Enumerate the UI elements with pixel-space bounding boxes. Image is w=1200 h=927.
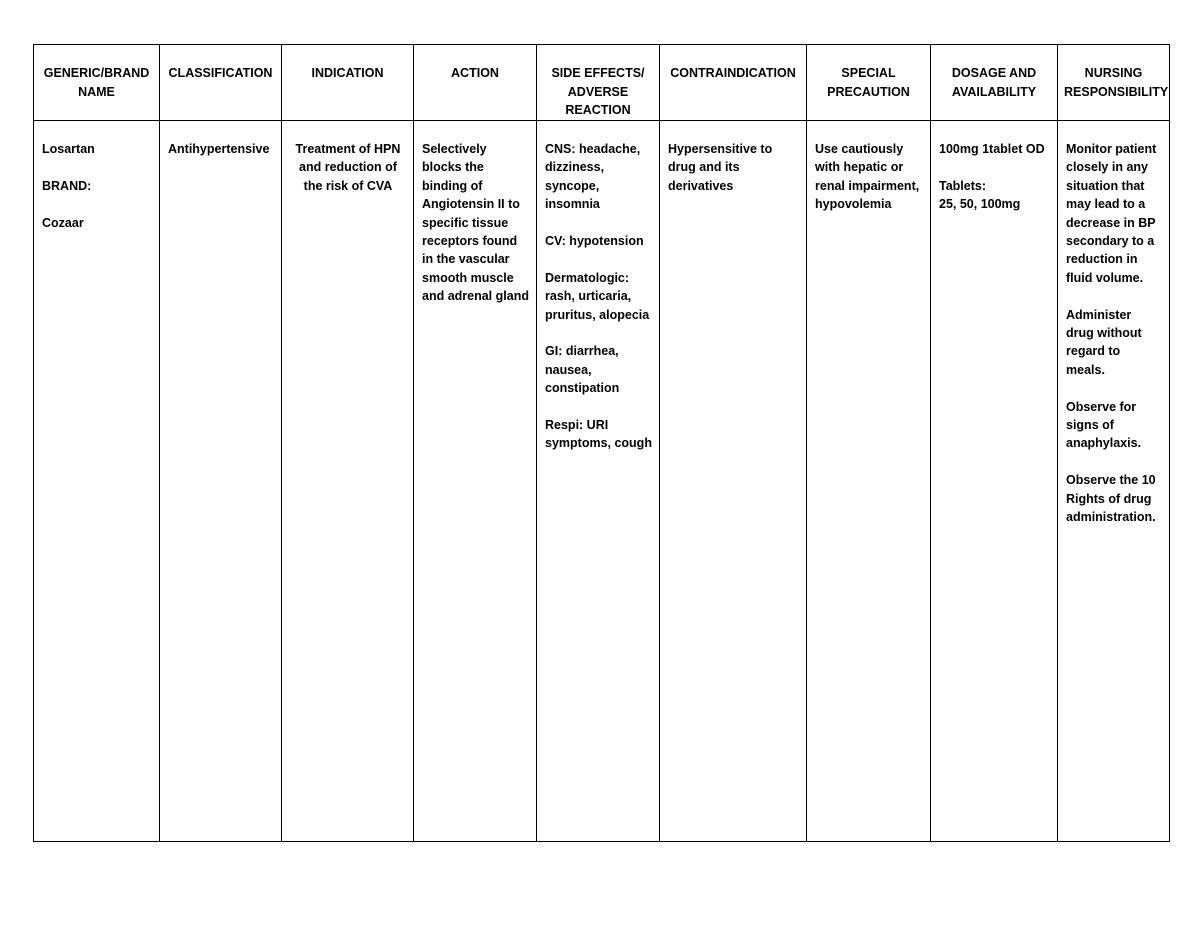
cell-side-effects [537, 121, 660, 842]
tablets-label: Tablets: [939, 178, 986, 193]
header-classification: CLASSIFICATION [160, 45, 282, 121]
dosage-text: 100mg 1tablet OD [939, 142, 1045, 156]
action-text: Selectively blocks the binding of Angiotensin II to specific tissue receptors found in the vascular smooth muscle and adrenal gland [422, 142, 529, 304]
cell-nursing-responsibility [1058, 121, 1170, 842]
contraindication-text: Hypersensitive to drug and its derivatives [668, 142, 773, 193]
tablets-values: 25, 50, 100mg [939, 197, 1021, 212]
nursing-item: Monitor patient closely in any situation that may lead to a decrease in BP secondary to a reduction in fluid volume. [1066, 142, 1157, 285]
side-effect-item: GI: diarrhea, nausea, constipation [545, 344, 620, 396]
cell-dosage-availability [931, 121, 1058, 842]
header-side-effects: SIDE EFFECTS/ ADVERSE REACTION [537, 45, 660, 121]
side-effect-item: Respi: URI symptoms, cough [545, 418, 652, 451]
side-effect-item: CV: hypotension [545, 234, 644, 249]
brand-name: Cozaar [42, 215, 84, 230]
cell-generic-brand-name [34, 121, 160, 842]
drug-study-table [33, 44, 1170, 842]
cell-special-precaution [807, 121, 931, 842]
generic-name: Losartan [42, 142, 95, 156]
brand-label: BRAND: [42, 178, 92, 193]
cell-action [414, 121, 537, 842]
side-effect-item: CNS: headache, dizziness, syncope, insomnia [545, 142, 641, 212]
header-contraindication: CONTRAINDICATION [660, 45, 807, 121]
cell-indication [282, 121, 414, 842]
classification-text: Antihypertensive [168, 142, 270, 156]
special-precaution-text: Use cautiously with hepatic or renal impairment, hypovolemia [815, 142, 920, 212]
nursing-item: Observe the 10 Rights of drug administration. [1066, 473, 1156, 525]
header-dosage-availability: DOSAGE AND AVAILABILITY [931, 45, 1058, 121]
header-generic-brand-name: GENERIC/BRAND NAME [34, 45, 160, 121]
header-nursing-responsibility: NURSING RESPONSIBILITY [1058, 45, 1170, 121]
cell-classification [160, 121, 282, 842]
header-action: ACTION [414, 45, 537, 121]
header-row [34, 45, 1170, 121]
header-indication: INDICATION [282, 45, 414, 121]
nursing-item: Observe for signs of anaphylaxis. [1066, 399, 1142, 451]
indication-text: Treatment of HPN and reduction of the risk of CVA [295, 142, 401, 193]
table-row [34, 121, 1170, 842]
header-special-precaution: SPECIAL PRECAUTION [807, 45, 931, 121]
side-effect-item: Dermatologic: rash, urticaria, pruritus, alopecia [545, 270, 650, 322]
cell-contraindication [660, 121, 807, 842]
nursing-item: Administer drug without regard to meals. [1066, 307, 1142, 377]
